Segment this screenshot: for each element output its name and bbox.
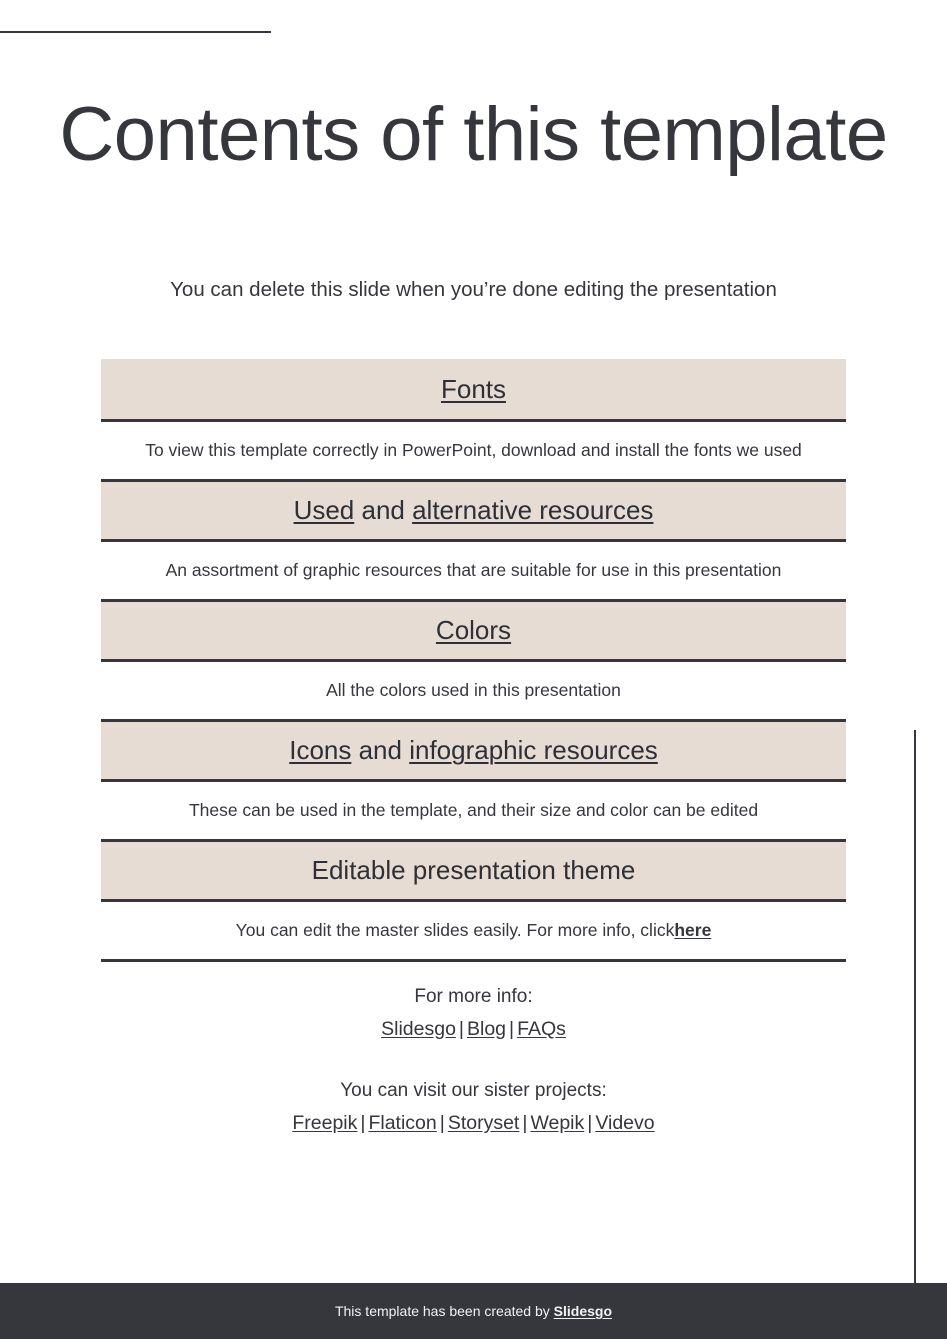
- contents-row-2-label-text-1: and: [354, 495, 413, 526]
- sister-projects-separator-2: |: [439, 1111, 445, 1134]
- contents-row-description-4: [101, 782, 846, 839]
- credit-text: [335, 1303, 612, 1319]
- contents-row-bar-3[interactable]: [101, 599, 846, 662]
- more-info-separator-1: |: [458, 1017, 464, 1040]
- slide-intro-text: You can delete this slide when you’re done editing the presentation: [170, 278, 777, 301]
- contents-row-bar-2[interactable]: [101, 479, 846, 542]
- sister-projects-link-videvo[interactable]: Videvo: [595, 1111, 655, 1134]
- sister-projects-separator-4: |: [587, 1111, 593, 1134]
- contents-row-label-1: [441, 375, 506, 404]
- sister-projects-link-storyset[interactable]: Storyset: [447, 1111, 520, 1134]
- more-info-links: [0, 1015, 947, 1044]
- contents-row-5-label-text-0: Editable presentation theme: [311, 855, 636, 886]
- contents-row-bar-1[interactable]: [101, 359, 846, 422]
- more-info-separator-2: |: [509, 1017, 515, 1040]
- more-info-block: [0, 983, 947, 1044]
- contents-row-1-desc-text-0: To view this template correctly in PowerPoint, download and install the fonts we used: [145, 440, 802, 460]
- contents-row-2-desc-text-0: An assortment of graphic resources that are suitable for use in this presentation: [165, 560, 782, 580]
- contents-row-description-5: [101, 902, 846, 959]
- contents-row-description-1: [101, 422, 846, 479]
- contents-row-label-2: [294, 496, 654, 525]
- contents-list: [101, 359, 846, 962]
- more-info-link-slidesgo[interactable]: Slidesgo: [381, 1017, 456, 1040]
- more-info-link-faqs[interactable]: FAQs: [517, 1017, 566, 1040]
- contents-row-4-label-text-1: and: [351, 735, 410, 766]
- contents-row-4-label-link-2[interactable]: infographic resources: [409, 735, 658, 766]
- contents-row-5-desc-link-1[interactable]: here: [674, 920, 712, 940]
- credit-slidesgo-link[interactable]: Slidesgo: [553, 1303, 613, 1319]
- page-title: Contents of this template: [59, 92, 888, 177]
- sister-projects-link-flaticon[interactable]: Flaticon: [368, 1111, 437, 1134]
- contents-row-4-label-link-0[interactable]: Icons: [289, 735, 352, 766]
- more-info-link-blog[interactable]: Blog: [467, 1017, 507, 1040]
- sister-projects-separator-1: |: [360, 1111, 366, 1134]
- credit-bar: [0, 1283, 947, 1339]
- contents-row-bar-4[interactable]: [101, 719, 846, 782]
- contents-row-1-label-link-0[interactable]: Fonts: [440, 373, 507, 404]
- contents-row-2-label-link-2[interactable]: alternative resources: [412, 495, 654, 526]
- contents-row-3-desc-text-0: All the colors used in this presentation: [326, 680, 621, 700]
- contents-row-2-label-link-0[interactable]: Used: [293, 495, 355, 526]
- contents-row-label-5: [312, 856, 636, 885]
- more-info-heading: For more info:: [414, 986, 533, 1007]
- contents-row-description-3: [101, 662, 846, 719]
- contents-closing-rule: [101, 959, 846, 962]
- credit-prefix: This template has been created by: [334, 1303, 554, 1319]
- contents-row-bar-5[interactable]: [101, 839, 846, 902]
- sister-projects-block: [0, 1077, 947, 1138]
- contents-row-3-label-link-0[interactable]: Colors: [435, 615, 512, 646]
- sister-projects-link-freepik[interactable]: Freepik: [292, 1111, 358, 1134]
- contents-row-label-4: [289, 736, 658, 765]
- contents-row-label-3: [436, 616, 511, 645]
- contents-row-5-desc-text-0: You can edit the master slides easily. For more info, click: [235, 920, 675, 940]
- sister-projects-separator-3: |: [522, 1111, 528, 1134]
- sister-projects-link-wepik[interactable]: Wepik: [530, 1111, 585, 1134]
- contents-row-description-2: [101, 542, 846, 599]
- contents-row-4-desc-text-0: These can be used in the template, and their size and color can be edited: [188, 800, 759, 820]
- sister-projects-links: [0, 1109, 947, 1138]
- sister-projects-heading: You can visit our sister projects:: [340, 1080, 607, 1101]
